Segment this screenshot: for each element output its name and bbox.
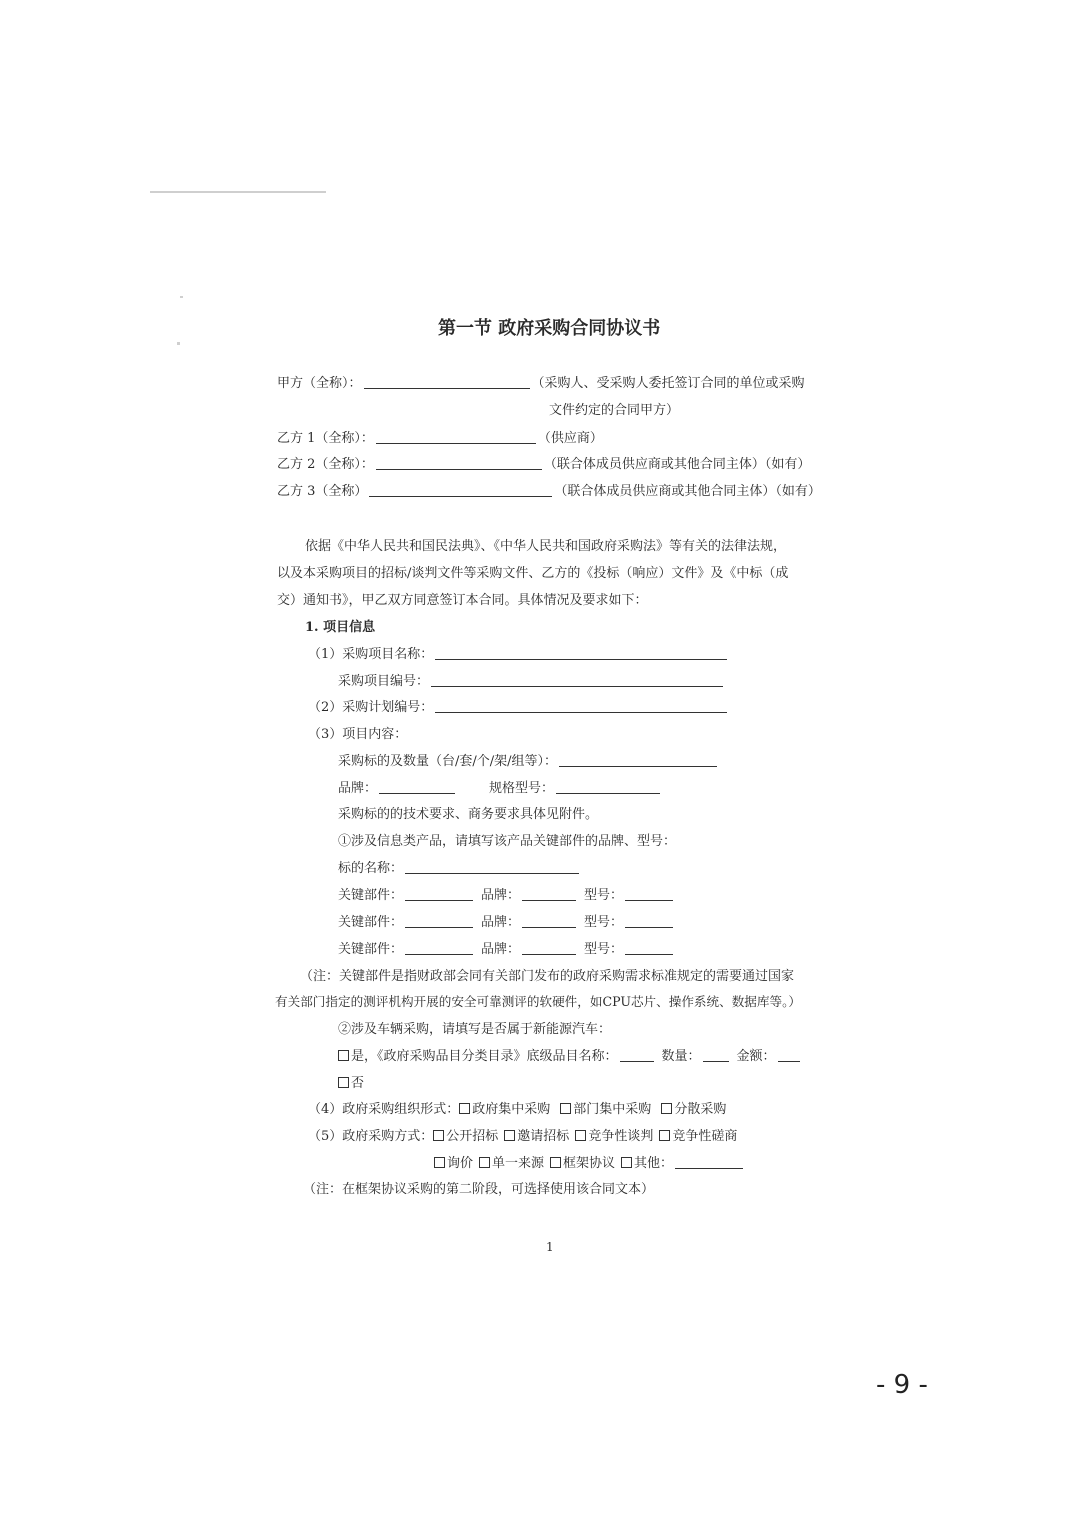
brand-label: 品牌：: [338, 781, 378, 796]
party-b1-row: [277, 432, 603, 445]
brand-model-row: [338, 782, 662, 795]
method-option: 公开招标: [446, 1129, 499, 1144]
yes-text: 是，《政府采购品目分类目录》底级品目名称：: [351, 1049, 618, 1064]
amount-blank[interactable]: [778, 1061, 800, 1062]
party-b3-label: 乙方 3（全称）: [277, 484, 368, 499]
scan-artifact-dot: [177, 342, 180, 345]
brand-blank[interactable]: [379, 793, 455, 794]
party-b1-note: （供应商）: [537, 431, 603, 446]
checkbox-method-5[interactable]: [479, 1157, 490, 1168]
note-line-2: 有关部门指定的测评机构开展的安全可靠测评的软硬件，如CPU芯片、操作系统、数据库等。）: [275, 994, 801, 1009]
target-name-label: 标的名称：: [338, 861, 404, 876]
party-a-note-cont: 文件约定的合同甲方）: [549, 403, 680, 418]
part-brand-label: 品牌：: [481, 915, 521, 930]
party-a-blank[interactable]: [364, 388, 530, 389]
checkbox-method-6[interactable]: [550, 1157, 561, 1168]
org-form-label: （4）政府采购组织形式：: [308, 1102, 460, 1117]
key-part-blank[interactable]: [405, 954, 473, 955]
method-option: 单一来源: [492, 1156, 545, 1171]
party-b2-blank[interactable]: [376, 469, 542, 470]
org-option: 分散采购: [674, 1102, 727, 1117]
method-option: 询价: [447, 1156, 474, 1171]
checkbox-org-1[interactable]: [560, 1103, 571, 1114]
method-row-1: [308, 1130, 737, 1143]
part-brand-blank[interactable]: [522, 900, 576, 901]
page-title: 第一节 政府采购合同协议书: [438, 318, 661, 339]
section-heading: 1. 项目信息: [305, 620, 376, 635]
org-option: 政府集中采购: [472, 1102, 551, 1117]
part-model-blank[interactable]: [625, 927, 673, 928]
vehicle-yes-row: [338, 1050, 802, 1063]
party-a-row: [277, 377, 805, 390]
project-number-label: 采购项目编号：: [338, 674, 430, 689]
party-b1-label: 乙方 1（全称）：: [277, 431, 374, 446]
part-model-label: 型号：: [584, 915, 624, 930]
checkbox-method-7[interactable]: [621, 1157, 632, 1168]
party-b2-row: [277, 458, 810, 471]
checkbox-no[interactable]: [338, 1077, 349, 1088]
qty2-blank[interactable]: [703, 1061, 729, 1062]
key-part-blank[interactable]: [405, 927, 473, 928]
part-model-label: 型号：: [584, 942, 624, 957]
key-part-label: 关键部件：: [338, 888, 404, 903]
scan-artifact-dot: [180, 296, 183, 298]
party-b3-note: （联合体成员供应商或其他合同主体）（如有）: [554, 484, 821, 499]
intro-line-1: 依据《中华人民共和国民法典》、《中华人民共和国政府采购法》等有关的法律法规，: [305, 539, 787, 554]
other-blank[interactable]: [675, 1168, 743, 1169]
method-option: 其他：: [634, 1156, 674, 1171]
party-b1-blank[interactable]: [376, 443, 536, 444]
key-part-row: [338, 943, 675, 956]
checkbox-method-0[interactable]: [433, 1130, 444, 1141]
model-blank[interactable]: [556, 793, 660, 794]
party-b3-blank[interactable]: [369, 496, 552, 497]
part-model-label: 型号：: [584, 888, 624, 903]
party-b3-row: [277, 485, 821, 498]
org-option: 部门集中采购: [573, 1102, 652, 1117]
method-option: 框架协议: [563, 1156, 616, 1171]
part-brand-blank[interactable]: [522, 927, 576, 928]
vehicle-no-row: [338, 1077, 364, 1090]
project-name-label: （1）采购项目名称：: [308, 647, 434, 662]
part-model-blank[interactable]: [625, 900, 673, 901]
note-line-1: （注：关键部件是指财政部会同有关部门发布的政府采购需求标准规定的需要通过国家: [300, 969, 795, 984]
key-part-row: [338, 916, 675, 929]
target-name-blank[interactable]: [405, 873, 579, 874]
vehicle-line: ②涉及车辆采购，请填写是否属于新能源汽车：: [338, 1022, 612, 1037]
key-part-row: [338, 889, 675, 902]
plan-number-row: [308, 701, 729, 714]
inner-page-number: 1: [546, 1240, 554, 1254]
party-a-note: （采购人、受采购人委托签订合同的单位或采购: [531, 376, 805, 391]
key-part-label: 关键部件：: [338, 915, 404, 930]
checkbox-method-1[interactable]: [504, 1130, 515, 1141]
scan-artifact-line: [150, 191, 326, 193]
model-label: 规格型号：: [489, 781, 555, 796]
info-products-line: ①涉及信息类产品，请填写该产品关键部件的品牌、型号：: [338, 834, 677, 849]
project-name-blank[interactable]: [435, 659, 727, 660]
checkbox-method-4[interactable]: [434, 1157, 445, 1168]
tech-req-line: 采购标的的技术要求、商务要求具体见附件。: [338, 807, 599, 822]
project-number-blank[interactable]: [431, 686, 723, 687]
no-text: 否: [351, 1076, 365, 1091]
checkbox-method-3[interactable]: [659, 1130, 670, 1141]
plan-number-label: （2）采购计划编号：: [308, 700, 434, 715]
key-part-blank[interactable]: [405, 900, 473, 901]
item-name-blank[interactable]: [620, 1061, 654, 1062]
amount-label: 金额：: [736, 1049, 776, 1064]
project-number-row: [338, 675, 725, 688]
project-content-label: （3）项目内容：: [308, 727, 408, 742]
checkbox-org-2[interactable]: [661, 1103, 672, 1114]
checkbox-yes[interactable]: [338, 1050, 349, 1061]
part-brand-label: 品牌：: [481, 942, 521, 957]
checkbox-org-0[interactable]: [459, 1103, 470, 1114]
qty2-label: 数量：: [661, 1049, 701, 1064]
plan-number-blank[interactable]: [435, 712, 727, 713]
method-option: 竞争性谈判: [588, 1129, 654, 1144]
party-b2-note: （联合体成员供应商或其他合同主体）（如有）: [543, 457, 811, 472]
intro-line-2: 以及本采购项目的招标/谈判文件等采购文件、乙方的《投标（响应）文件》及《中标（成: [277, 566, 789, 581]
party-b2-label: 乙方 2（全称）：: [277, 457, 374, 472]
party-a-label: 甲方（全称）：: [277, 376, 362, 391]
project-name-row: [308, 648, 729, 661]
method-option: 竞争性磋商: [672, 1129, 738, 1144]
key-part-label: 关键部件：: [338, 942, 404, 957]
method-row-2: [434, 1157, 745, 1170]
part-brand-label: 品牌：: [481, 888, 521, 903]
part-brand-blank[interactable]: [522, 954, 576, 955]
checkbox-method-2[interactable]: [575, 1130, 586, 1141]
final-note: （注：在框架协议采购的第二阶段，可选择使用该合同文本）: [303, 1182, 655, 1197]
quantity-row: [338, 755, 719, 768]
quantity-label: 采购标的及数量（台/套/个/架/组等）：: [338, 754, 558, 769]
target-name-row: [338, 862, 581, 875]
quantity-blank[interactable]: [559, 766, 717, 767]
intro-line-3: 交）通知书》，甲乙双方同意签订本合同。具体情况及要求如下：: [277, 593, 648, 608]
method-option: 邀请招标: [517, 1129, 570, 1144]
part-model-blank[interactable]: [625, 954, 673, 955]
method-label: （5）政府采购方式：: [308, 1129, 434, 1144]
org-form-row: [308, 1103, 726, 1116]
outer-page-number: - 9 -: [876, 1370, 928, 1400]
